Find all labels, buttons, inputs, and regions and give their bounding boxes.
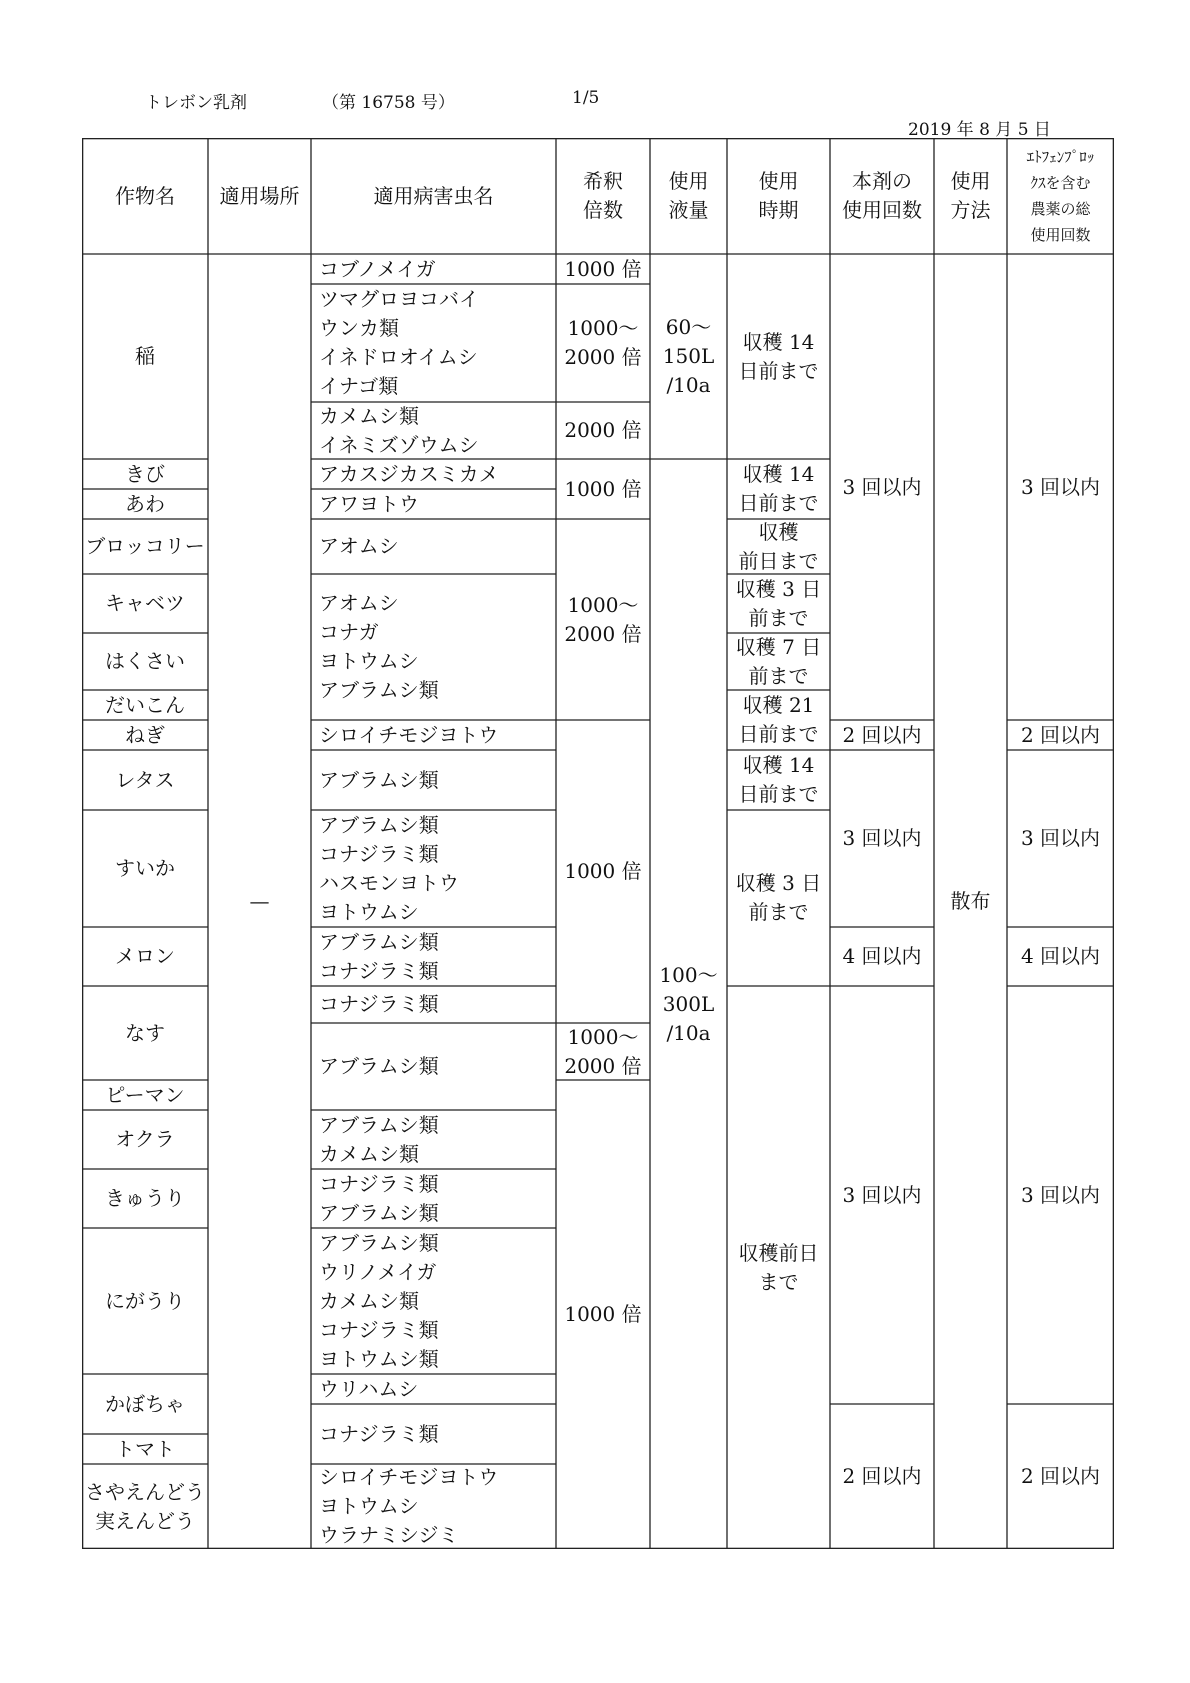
application-table xyxy=(82,138,1114,1549)
timing-cell: 収穫 14 日前まで xyxy=(738,329,819,383)
pest-cell: アオムシ xyxy=(319,534,399,558)
pest-cell: アブラムシ類 カメムシ類 xyxy=(319,1112,439,1166)
crop-nigauri: にがうり xyxy=(105,1288,185,1313)
uses-cell: 3 回以内 xyxy=(842,826,922,850)
header-uses: 本剤の 使用回数 xyxy=(842,169,922,222)
pest-cell: アオムシ コナガ ヨトウムシ アブラムシ類 xyxy=(319,591,439,702)
timing-cell: 収穫 21 日前まで xyxy=(738,693,819,746)
crop-melon: メロン xyxy=(115,944,175,968)
place-cell: — xyxy=(249,889,270,913)
dilution-cell: 1000 倍 xyxy=(564,1302,642,1326)
crop-cabbage: キャベツ xyxy=(105,591,185,615)
crop-nasu: なす xyxy=(125,1020,165,1045)
pest-cell: シロイチモジヨトウ ヨトウムシ ウラナミシジミ xyxy=(319,1465,499,1547)
pest-cell: アブラムシ類 コナジラミ類 ハスモンヨトウ ヨトウムシ xyxy=(319,812,459,924)
dilution-cell: 1000 倍 xyxy=(564,256,642,281)
total-uses-cell: 3 回以内 xyxy=(1020,474,1101,499)
pest-cell: アカスジカスミカメ xyxy=(319,461,499,486)
header-pest: 適用病害虫名 xyxy=(373,183,494,208)
pest-cell: コナジラミ類 xyxy=(319,992,439,1016)
volume-cell: 100～ 300L /10a xyxy=(659,962,718,1045)
crop-kibi: きび xyxy=(125,461,165,486)
header-dilution: 希釈 倍数 xyxy=(583,169,623,222)
registration-number: （第 16758 号） xyxy=(322,93,455,113)
total-uses-cell: 4 回以内 xyxy=(1020,944,1101,968)
crop-broccoli: ブロッコリー xyxy=(85,534,205,558)
timing-cell: 収穫 前日まで xyxy=(738,519,819,573)
crop-hakusai: はくさい xyxy=(105,649,185,673)
pest-cell: コナジラミ類 アブラムシ類 xyxy=(319,1171,439,1225)
dilution-cell: 2000 倍 xyxy=(564,418,642,442)
uses-cell: 3 回以内 xyxy=(842,1182,922,1207)
total-uses-cell: 3 回以内 xyxy=(1020,826,1101,850)
crop-daikon: だいこん xyxy=(105,692,185,717)
dilution-cell: 1000～ 2000 倍 xyxy=(564,316,642,369)
pest-cell: コナジラミ類 xyxy=(319,1421,439,1446)
pest-cell: アブラムシ類 xyxy=(319,1054,439,1078)
header-place: 適用場所 xyxy=(219,183,300,208)
uses-cell: 3 回以内 xyxy=(842,474,922,499)
total-uses-cell: 2 回以内 xyxy=(1020,722,1101,747)
timing-cell: 収穫 7 日 前まで xyxy=(735,634,822,688)
total-uses-cell: 3 回以内 xyxy=(1020,1182,1101,1207)
pest-cell: ウリハムシ xyxy=(319,1376,419,1401)
timing-cell: 収穫前日 まで xyxy=(738,1240,819,1294)
timing-cell: 収穫 3 日 前まで xyxy=(735,871,822,924)
crop-kyuri: きゅうり xyxy=(105,1186,185,1210)
crop-piman: ピーマン xyxy=(105,1082,185,1107)
pest-cell: シロイチモジヨトウ xyxy=(319,722,499,747)
pest-cell: カメムシ類 イネミズゾウムシ xyxy=(319,403,479,457)
crop-okra: オクラ xyxy=(115,1127,175,1151)
header-crop: 作物名 xyxy=(115,183,175,208)
method-cell: 散布 xyxy=(950,889,991,913)
volume-cell: 60～ 150L /10a xyxy=(662,315,715,397)
total-uses-cell: 2 回以内 xyxy=(1020,1464,1101,1488)
pest-cell: アブラムシ類 ウリノメイガ カメムシ類 コナジラミ類 ヨトウムシ類 xyxy=(319,1230,439,1371)
crop-awa: あわ xyxy=(125,491,165,516)
timing-cell: 収穫 3 日 前まで xyxy=(735,576,822,630)
uses-cell: 2 回以内 xyxy=(842,1464,922,1488)
timing-cell: 収穫 14 日前まで xyxy=(738,753,819,806)
uses-cell: 2 回以内 xyxy=(842,722,922,747)
dilution-cell: 1000～ 2000 倍 xyxy=(564,592,642,646)
timing-cell: 収穫 14 日前まで xyxy=(738,462,819,515)
dilution-cell: 1000 倍 xyxy=(564,859,642,883)
document-date: 2019 年 8 月 5 日 xyxy=(908,120,1051,140)
header-total-uses: ｴﾄﾌｪﾝﾌﾟﾛｯ ｸｽを含む 農薬の総 使用回数 xyxy=(1026,148,1095,244)
page-number: 1/5 xyxy=(572,88,600,108)
dilution-cell: 1000 倍 xyxy=(564,476,642,501)
crop-lettuce: レタス xyxy=(115,767,175,792)
crop-ine: 稲 xyxy=(135,344,155,368)
pest-cell: アブラムシ類 コナジラミ類 xyxy=(319,929,439,983)
crop-kabocha: かぼちゃ xyxy=(105,1391,185,1416)
header-timing: 使用 時期 xyxy=(758,169,799,222)
pest-cell: ツマグロヨコバイ ウンカ類 イネドロオイムシ イナゴ類 xyxy=(319,287,479,398)
pest-cell: アブラムシ類 xyxy=(319,767,439,792)
crop-tomato: トマト xyxy=(115,1436,175,1461)
document-title: トレボン乳剤 xyxy=(145,93,247,113)
dilution-cell: 1000～ 2000 倍 xyxy=(564,1024,642,1078)
uses-cell: 4 回以内 xyxy=(842,944,922,968)
pest-cell: コブノメイガ xyxy=(319,256,436,281)
pest-cell: アワヨトウ xyxy=(319,491,419,516)
header-volume: 使用 液量 xyxy=(668,169,709,222)
crop-suika: すいか xyxy=(115,856,175,880)
crop-endou: さやえんどう 実えんどう xyxy=(85,1479,205,1533)
header-method: 使用 方法 xyxy=(950,169,991,222)
crop-negi: ねぎ xyxy=(125,722,165,747)
